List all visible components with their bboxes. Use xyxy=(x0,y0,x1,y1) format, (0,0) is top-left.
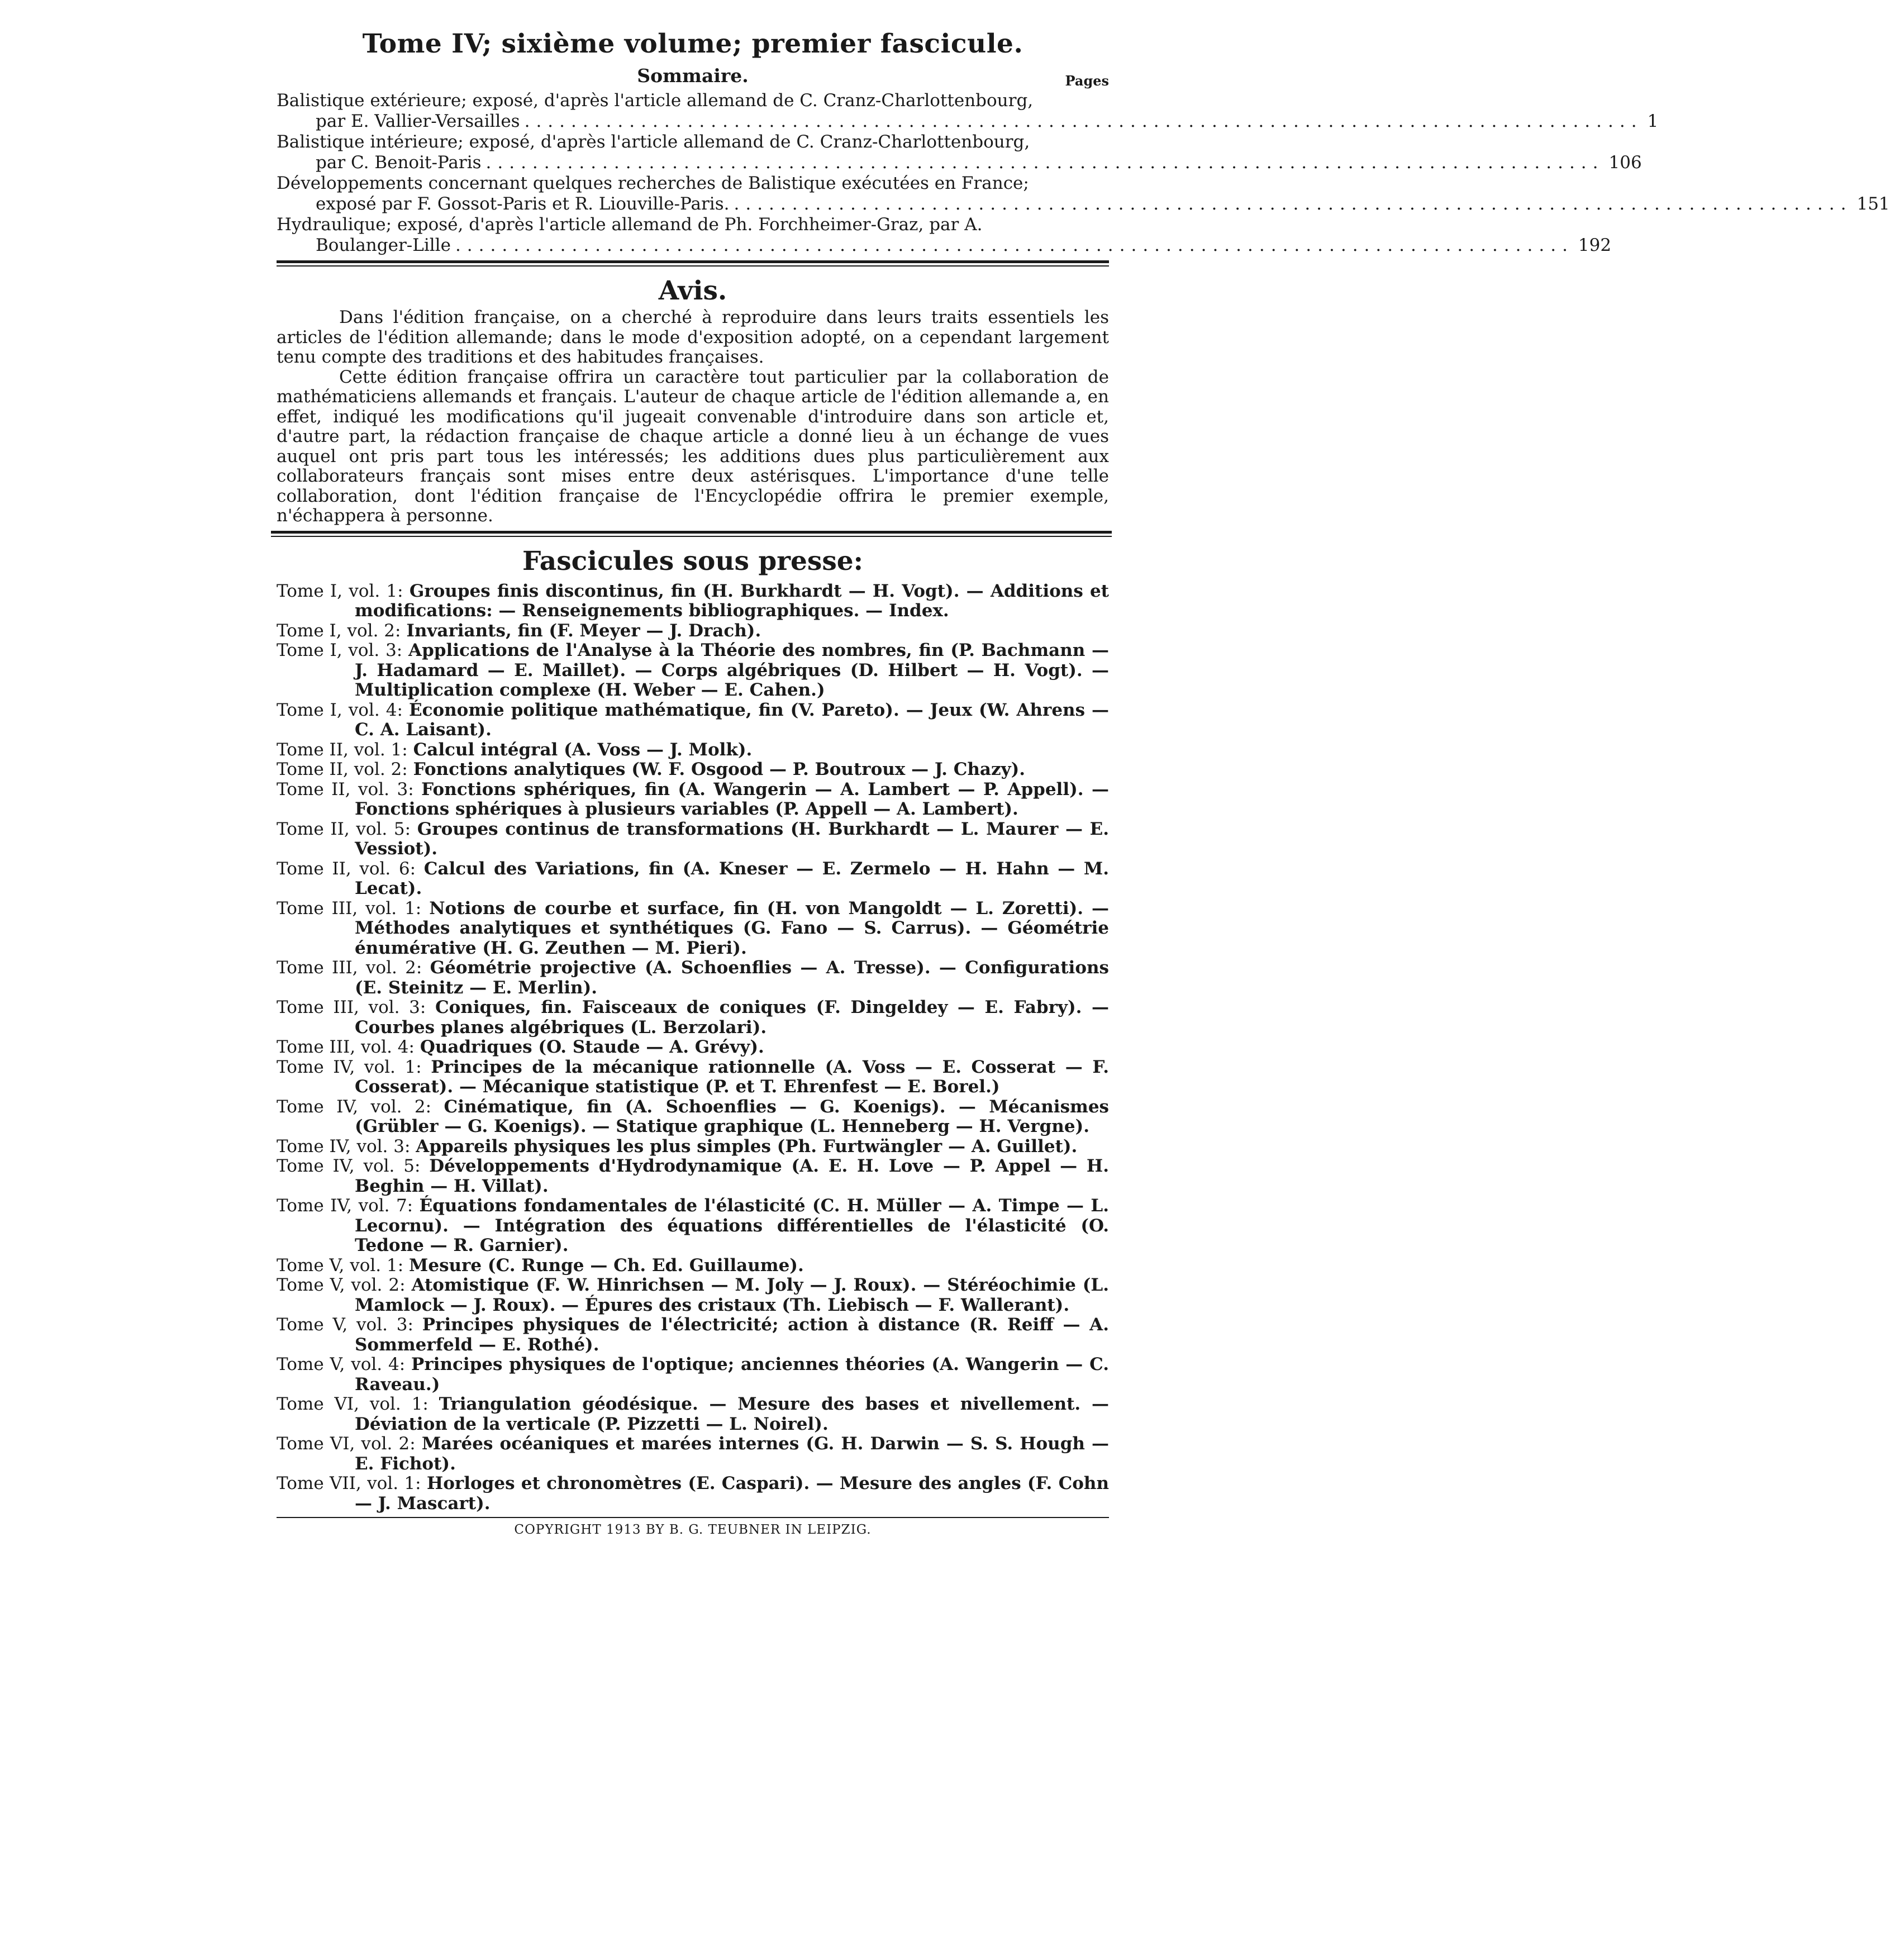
list-item: Tome III, vol. 2: Géométrie projective (A. Schoenflies — A. Tresse). — Configurations (E. Steinitz — E. Merlin). xyxy=(277,958,1109,998)
toc-entry-author: exposé par F. Gossot-Paris et R. Liouville-Paris. xyxy=(316,194,730,214)
table-of-contents xyxy=(277,91,1890,256)
list-item: Tome V, vol. 4: Principes physiques de l'optique; anciennes théories (A. Wangerin — C. Raveau.) xyxy=(277,1354,1109,1395)
toc-entry-author: par E. Vallier-Versailles xyxy=(316,111,520,131)
list-item: Tome V, vol. 3: Principes physiques de l'électricité; action à distance (R. Reiff — A. Sommerfeld — E. Rothé). xyxy=(277,1315,1109,1355)
section-divider xyxy=(277,260,1109,267)
toc-entry: Hydraulique; exposé, d'après l'article allemand de Ph. Forchheimer-Graz, par A. Boulanger-Lille ................................................................................................ 192 xyxy=(277,215,1612,255)
toc-entry-page: 192 xyxy=(1578,235,1612,255)
fascicules-list xyxy=(277,582,1109,1514)
list-item: Tome VI, vol. 1: Triangulation géodésique. — Mesure des bases et nivellement. — Déviation de la verticale (P. Pizzetti — L. Noirel). xyxy=(277,1394,1109,1434)
toc-entry-author: par C. Benoit-Paris xyxy=(316,153,482,173)
sommaire-header xyxy=(277,61,1109,91)
fascicules-title: Fascicules sous presse: xyxy=(522,545,864,577)
page-title: Tome IV; sixième volume; premier fascicule. xyxy=(362,28,1023,59)
toc-entry-title: Balistique intérieure; exposé, d'après l'article allemand de C. Cranz-Charlottenbourg, xyxy=(277,132,1030,152)
toc-entry-title: Hydraulique; exposé, d'après l'article allemand de Ph. Forchheimer-Graz, par A. xyxy=(277,215,983,235)
list-item: Tome II, vol. 2: Fonctions analytiques (W. F. Osgood — P. Boutroux — J. Chazy). xyxy=(277,759,1026,779)
sommaire-title: Sommaire. xyxy=(637,65,749,87)
list-item: Tome I, vol. 3: Applications de l'Analyse à la Théorie des nombres, fin (P. Bachmann — J. Hadamard — E. Maillet). — Corps algébriques (D. Hilbert — H. Vogt). — Multiplication complexe (H. Weber — E. Cahen.) xyxy=(277,640,1110,700)
toc-entry: Balistique extérieure; exposé, d'après l'article allemand de C. Cranz-Charlottenbourg, par E. Vallier-Versailles ................................................................................................ 1 xyxy=(277,91,1659,131)
toc-entry-author: Boulanger-Lille xyxy=(316,235,451,255)
list-item: Tome VII, vol. 1: Horloges et chronomètres (E. Caspari). — Mesure des angles (F. Cohn — J. Mascart). xyxy=(277,1473,1109,1514)
list-item: Tome V, vol. 1: Mesure (C. Runge — Ch. Ed. Guillaume). xyxy=(277,1255,804,1276)
list-item: Tome IV, vol. 1: Principes de la mécanique rationnelle (A. Voss — E. Cosserat — F. Cosserat). — Mécanique statistique (P. et T. Ehrenfest — E. Borel.) xyxy=(277,1057,1110,1097)
list-item: Tome I, vol. 2: Invariants, fin (F. Meyer — J. Drach). xyxy=(277,620,761,641)
section-divider xyxy=(271,531,1112,537)
fascicules-section xyxy=(277,545,1109,1514)
list-item: Tome IV, vol. 2: Cinématique, fin (A. Schoenflies — G. Koenigs). — Mécanismes (Grübler — G. Koenigs). — Statique graphique (L. Henneberg — H. Vergne). xyxy=(277,1096,1110,1136)
list-item: Tome III, vol. 3: Coniques, fin. Faisceaux de coniques (F. Dingeldey — E. Fabry). — Courbes planes algébriques (L. Berzolari). xyxy=(277,997,1109,1038)
toc-entry: Balistique intérieure; exposé, d'après l'article allemand de C. Cranz-Charlottenbourg, par C. Benoit-Paris ................................................................................................ 106 xyxy=(277,132,1642,173)
list-item: Tome III, vol. 1: Notions de courbe et surface, fin (H. von Mangoldt — L. Zoretti). — Méthodes analytiques et synthétiques (G. Fano — S. Carrus). — Géométrie énumérative (H. G. Zeuthen — M. Pieri). xyxy=(277,898,1109,958)
list-item: Tome II, vol. 3: Fonctions sphériques, fin (A. Wangerin — A. Lambert — P. Appell). — Fonctions sphériques à plusieurs variables (P. Appell — A. Lambert). xyxy=(277,779,1109,819)
list-item: Tome I, vol. 1: Groupes finis discontinus, fin (H. Burkhardt — H. Vogt). — Additions et modifications: — Renseignements bibliographiques. — Index. xyxy=(277,581,1109,621)
toc-entry-page: 106 xyxy=(1608,153,1642,173)
list-item: Tome I, vol. 4: Économie politique mathématique, fin (V. Pareto). — Jeux (W. Ahrens — C. A. Laisant). xyxy=(277,700,1109,740)
copyright-notice: COPYRIGHT 1913 BY B. G. TEUBNER IN LEIPZIG. xyxy=(514,1523,872,1537)
list-item: Tome III, vol. 4: Quadriques (O. Staude — A. Grévy). xyxy=(277,1037,764,1057)
toc-entry-title: Balistique extérieure; exposé, d'après l'article allemand de C. Cranz-Charlottenbourg, xyxy=(277,91,1034,111)
avis-paragraph: Cette édition française offrira un caractère tout particulier par la collaboration de mathématiciens allemands et français. L'auteur de chaque article de l'édition allemande a, en effet, indiqué les modifications qu'il jugeait convenable d'introduire dans son article et, d'autre part, la rédaction française de chaque article a donné lieu à un échange de vues auquel ont pris part tous les intéressés; les additions dues plus particulièrement aux collaborateurs français sont mises entre deux astérisques. L'importance d'une telle collaboration, dont l'édition française de l'Encyclopédie offrira le premier exemple, n'échappera à personne. xyxy=(277,367,1109,526)
list-item: Tome IV, vol. 7: Équations fondamentales de l'élasticité (C. H. Müller — A. Timpe — L. Lecornu). — Intégration des équations différentielles de l'élasticité (O. Tedone — R. Garnier). xyxy=(277,1196,1110,1255)
toc-entry-title: Développements concernant quelques recherches de Balistique exécutées en France; xyxy=(277,173,1029,193)
document-page xyxy=(277,22,1890,1537)
list-item: Tome IV, vol. 5: Développements d'Hydrodynamique (A. E. H. Love — P. Appel — H. Beghin — H. Villat). xyxy=(277,1156,1110,1196)
list-item: Tome II, vol. 6: Calcul des Variations, fin (A. Kneser — E. Zermelo — H. Hahn — M. Lecat). xyxy=(277,858,1109,898)
avis-section xyxy=(277,274,1109,526)
avis-paragraph: Dans l'édition française, on a cherché à reproduire dans leurs traits essentiels les articles de l'édition allemande; dans le mode d'exposition adopté, on a cependant largement tenu compte des traditions et des habitudes françaises. xyxy=(277,307,1109,367)
avis-title: Avis. xyxy=(658,275,727,306)
list-item: Tome II, vol. 1: Calcul intégral (A. Voss — J. Molk). xyxy=(277,739,753,760)
toc-entry: Développements concernant quelques recherches de Balistique exécutées en France; exposé par F. Gossot-Paris et R. Liouville-Paris. ................................................................................................ 151 xyxy=(277,173,1890,214)
list-item: Tome VI, vol. 2: Marées océaniques et marées internes (G. H. Darwin — S. S. Hough — E. Fichot). xyxy=(277,1434,1109,1474)
list-item: Tome IV, vol. 3: Appareils physiques les plus simples (Ph. Furtwängler — A. Guillet). xyxy=(277,1136,1078,1157)
footer-divider xyxy=(277,1517,1109,1518)
pages-column-label: Pages xyxy=(1065,73,1109,89)
list-item: Tome V, vol. 2: Atomistique (F. W. Hinrichsen — M. Joly — J. Roux). — Stéréochimie (L. Mamlock — J. Roux). — Épures des cristaux (Th. Liebisch — F. Wallerant). xyxy=(277,1275,1110,1315)
list-item: Tome II, vol. 5: Groupes continus de transformations (H. Burkhardt — L. Maurer — E. Vessiot). xyxy=(277,819,1109,859)
toc-entry-page: 151 xyxy=(1856,194,1890,214)
toc-entry-page: 1 xyxy=(1647,111,1659,131)
